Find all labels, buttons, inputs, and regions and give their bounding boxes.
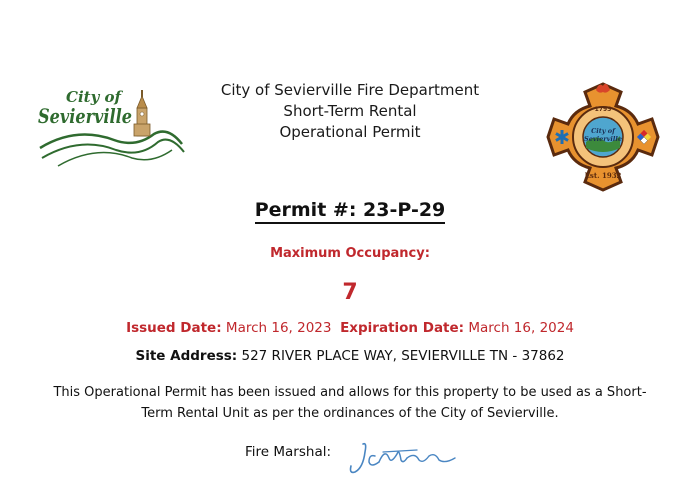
fire-marshal-label: Fire Marshal: — [245, 444, 332, 460]
site-address — [0, 348, 700, 364]
maltese-cross-icon — [546, 80, 660, 194]
fire-department-badge — [546, 80, 660, 194]
header-line-department: City of Sevierville Fire Department — [220, 81, 480, 99]
expiration-date-value: March 16, 2024 — [468, 320, 574, 336]
permit-number-text: Permit #: 23-P-29 — [255, 199, 446, 224]
max-occupancy-label: Maximum Occupancy: — [270, 246, 430, 261]
issued-date-label: Issued Date: — [126, 320, 222, 336]
permit-number-heading — [0, 199, 700, 221]
badge-center-text-1: City of — [591, 127, 615, 135]
header-line-type: Short-Term Rental — [283, 102, 417, 120]
statement-line-1: This Operational Permit has been issued and allows for this property to be used as a Short- — [53, 385, 647, 400]
city-logo-text-2: Sevierville — [38, 104, 132, 128]
city-logo-graphic — [36, 78, 186, 168]
signature-graphic — [345, 438, 460, 480]
city-of-sevierville-logo — [36, 78, 186, 168]
header-line-permit: Operational Permit — [279, 123, 421, 141]
permit-statement — [40, 382, 660, 424]
courthouse-icon — [134, 90, 150, 136]
badge-center-text-2: Sevierville — [584, 135, 622, 143]
city-logo-text-1: City of — [66, 88, 121, 106]
max-occupancy-value: 7 — [342, 280, 358, 305]
expiration-date-label: Expiration Date: — [340, 320, 465, 336]
badge-bottom-text: Est. 1932 — [584, 171, 622, 180]
badge-top-text: 1795 — [594, 106, 612, 113]
site-address-value: 527 RIVER PLACE WAY, SEVIERVILLE TN - 37862 — [241, 348, 565, 364]
fire-marshal-signature — [345, 438, 460, 480]
permit-dates — [0, 320, 700, 336]
statement-line-2: Term Rental Unit as per the ordinances of the City of Sevierville. — [141, 406, 559, 421]
document-header — [200, 80, 500, 143]
site-address-label: Site Address: — [135, 348, 238, 364]
issued-date-value: March 16, 2023 — [225, 320, 332, 336]
